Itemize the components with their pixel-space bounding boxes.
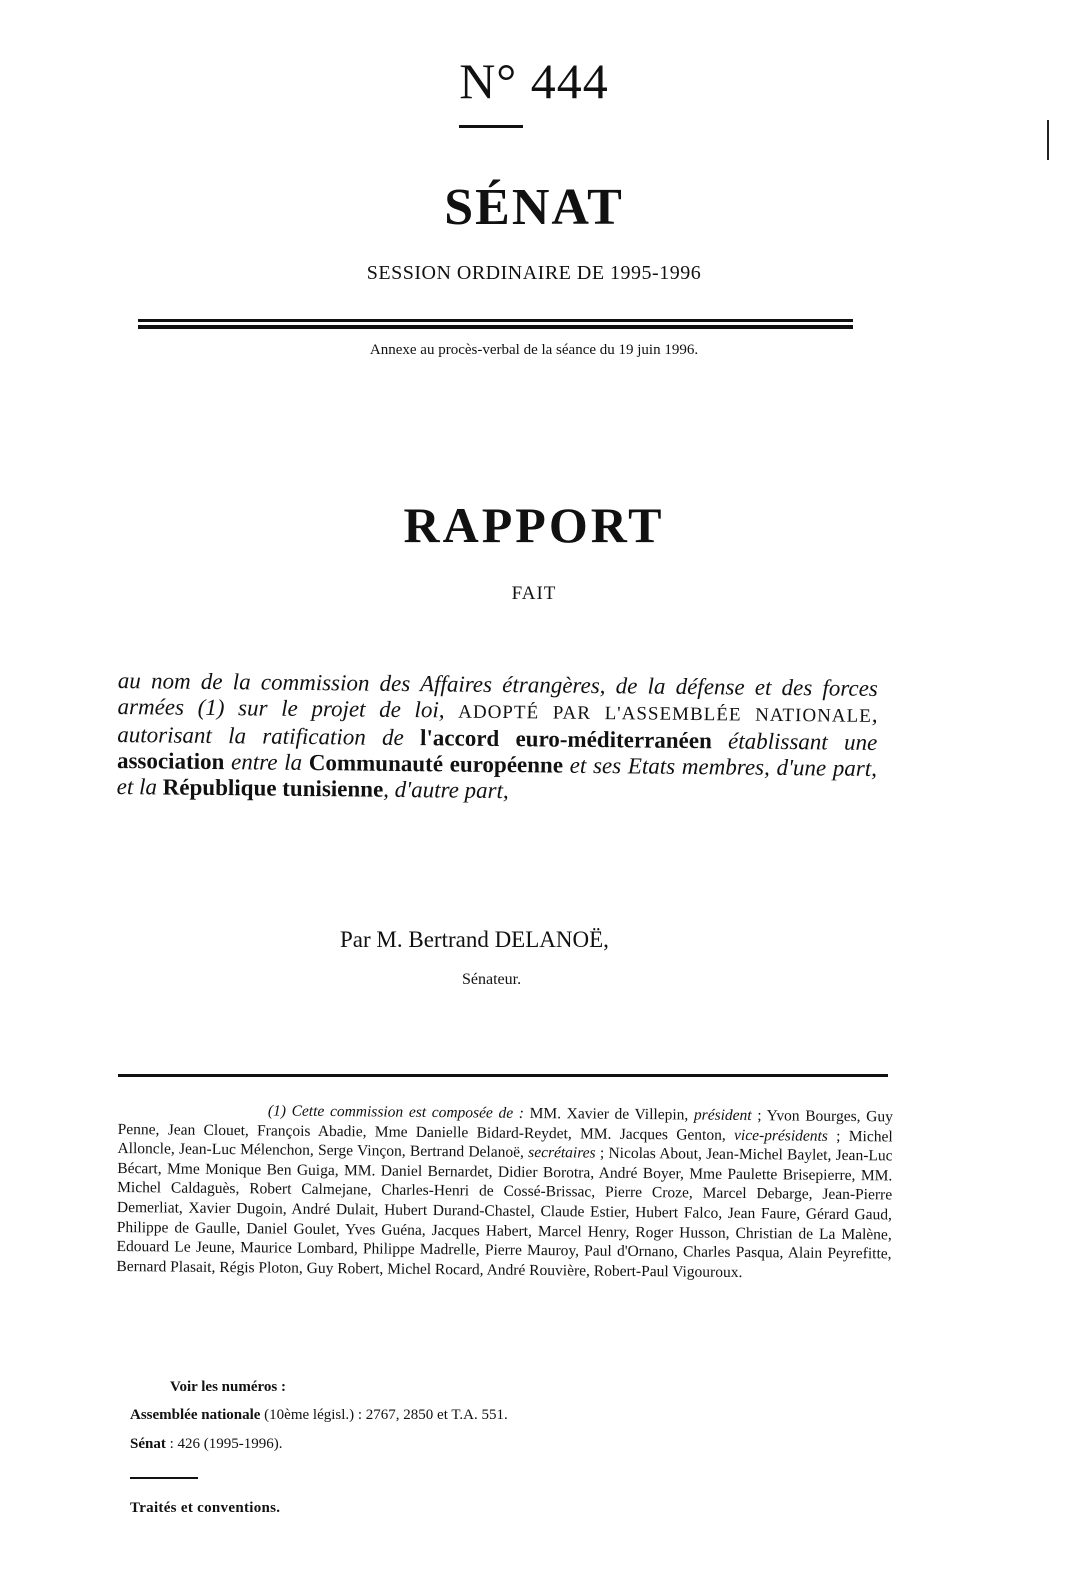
annex-note: Annexe au procès-verbal de la séance du 19 juin 1996.	[369, 342, 699, 358]
footnote-lead: (1) Cette commission est composée de :	[267, 1102, 525, 1122]
session-line: SESSION ORDINAIRE DE 1995-1996	[366, 262, 702, 284]
references-heading: Voir les numéros :	[170, 1379, 286, 1395]
author-line: Par M. Bertrand DELANOË,	[340, 927, 609, 952]
description-text: au nom de la commission des Affaires étrangères, de la défense et des forces armées (1) sur le projet de loi,	[117, 668, 878, 723]
commission-footnote: (1) Cette commission est composée de : MM. Xavier de Villepin, président ; Yvon Bourges, Guy Penne, Jean Clouet, François Abadie, Mme Danielle Bidard-Reydet, MM. Jacques Genton, vice-présidents ; Michel Alloncle, Jean-Luc Mélenchon, Serge Vinçon, Bertrand Delanoë, secrétaires ; Nicolas About, Jean-Michel Baylet, Jean-Luc Bécart, Mme Monique Ben Guiga, MM. Daniel Bernardet, Didier Borotra, André Boyer, Mme Paulette Brisepierre, MM. Michel Caldaguès, Robert Calmejane, Charles-Henri de Cossé-Brissac, Pierre Croze, Marcel Debarge, Jean-Pierre Demerliat, Xavier Dugoin, André Dulait, Hubert Durand-Chastel, Claude Estier, Hubert Falco, Jean Faure, Gérard Gaud, Philippe de Gaulle, Daniel Goulet, Yves Guéna, Jacques Habert, Marcel Henry, Roger Husson, Christian de La Malène, Edouard Le Jeune, Maurice Lombard, Philippe Madrelle, Pierre Mauroy, Paul d'Ornano, Charles Pasqua, Alain Peyrefitte, Bernard Plasait, Régis Ploton, Guy Robert, Michel Rocard, André Rouvière, Robert-Paul Vigouroux.	[116, 1102, 893, 1281]
classification-rule	[130, 1477, 198, 1479]
description-text: , autorisant la ratification de	[117, 701, 878, 751]
agreement-name: l'accord euro-méditerranéen	[419, 725, 712, 754]
report-subtitle: FAIT	[511, 583, 557, 604]
scan-edge-mark	[1047, 120, 1049, 160]
header-rule-bottom	[138, 325, 853, 329]
description-text: entre la	[224, 749, 309, 776]
report-description	[117, 668, 878, 808]
description-text: et ses Etats membres, d'une part, et la	[116, 752, 878, 800]
header-rule-top	[138, 319, 853, 322]
party-eu: Communauté européenne	[308, 750, 564, 778]
report-title: RAPPORT	[403, 497, 665, 553]
footnote-rule	[118, 1074, 888, 1077]
adopted-by-assembly: ADOPTÉ PAR L'ASSEMBLÉE NATIONALE	[458, 701, 872, 727]
classification: Traités et conventions.	[130, 1500, 281, 1516]
author-role: Sénateur.	[462, 971, 522, 988]
title-divider	[459, 125, 523, 128]
reference-assemblee: Assemblée nationale (10ème législ.) : 2767, 2850 et T.A. 551.	[130, 1407, 508, 1423]
chamber-title: SÉNAT	[444, 179, 624, 236]
document-number: N° 444	[459, 53, 609, 109]
description-text: établissant une	[711, 728, 878, 755]
reference-senat: Sénat : 426 (1995-1996).	[130, 1436, 283, 1452]
description-text: , d'autre part,	[383, 776, 509, 804]
party-tunisia: République tunisienne	[162, 774, 384, 802]
association-term: association	[116, 747, 225, 775]
